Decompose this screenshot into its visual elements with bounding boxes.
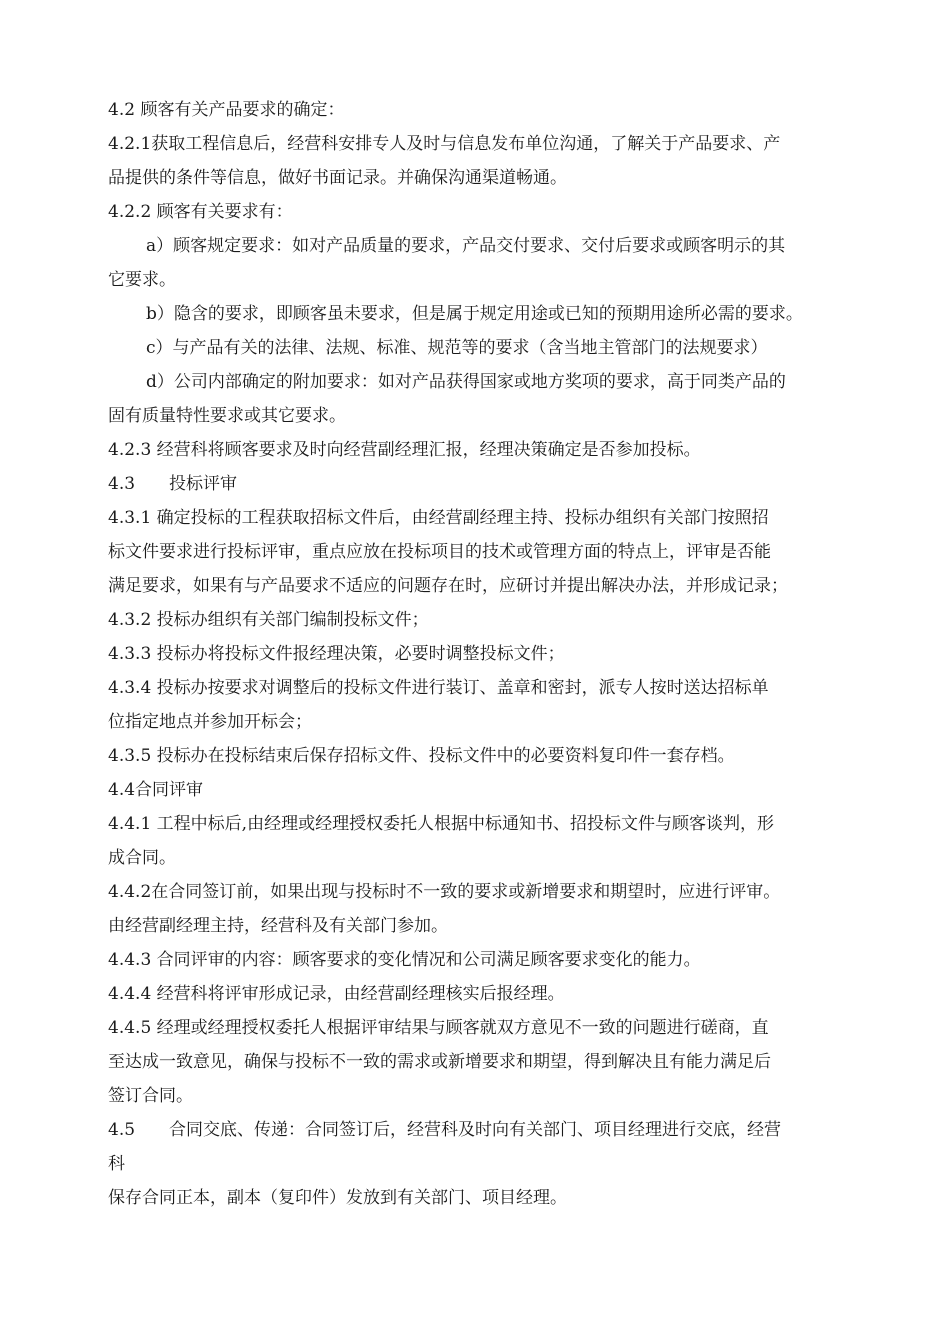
paragraph-4-3-1-line-2: 标文件要求进行投标评审，重点应放在投标项目的技术或管理方面的特点上，评审是否能	[108, 542, 771, 562]
section-heading-4-5-line-1: 4.5 合同交底、传递：合同签订后，经营科及时向有关部门、项目经理进行交底，经营	[108, 1120, 782, 1140]
list-item-d-line-1: d）公司内部确定的附加要求：如对产品获得国家或地方奖项的要求，高于同类产品的	[146, 372, 786, 392]
paragraph-4-4-4: 4.4.4 经营科将评审形成记录，由经营副经理核实后报经理。	[108, 984, 565, 1004]
paragraph-4-4-1-line-2: 成合同。	[108, 848, 176, 868]
paragraph-4-3-5: 4.3.5 投标办在投标结束后保存招标文件、投标文件中的必要资料复印件一套存档。	[108, 746, 735, 766]
paragraph-4-3-4-line-2: 位指定地点并参加开标会；	[108, 712, 312, 732]
paragraph-4-4-5-line-2: 至达成一致意见，确保与投标不一致的需求或新增要求和期望，得到解决且有能力满足后	[108, 1052, 771, 1072]
paragraph-4-3-4-line-1: 4.3.4 投标办按要求对调整后的投标文件进行装订、盖章和密封，派专人按时送达招标单	[108, 678, 769, 698]
paragraph-4-3-3: 4.3.3 投标办将投标文件报经理决策，必要时调整投标文件；	[108, 644, 565, 664]
section-heading-4-5-line-3: 保存合同正本，副本（复印件）发放到有关部门、项目经理。	[108, 1188, 567, 1208]
section-heading-4-2: 4.2 顾客有关产品要求的确定：	[108, 100, 345, 120]
paragraph-4-4-3: 4.4.3 合同评审的内容：顾客要求的变化情况和公司满足顾客要求变化的能力。	[108, 950, 701, 970]
list-item-c: c）与产品有关的法律、法规、标准、规范等的要求（含当地主管部门的法规要求）	[146, 338, 768, 358]
paragraph-4-4-2-line-2: 由经营副经理主持，经营科及有关部门参加。	[108, 916, 448, 936]
section-heading-4-4: 4.4合同评审	[108, 780, 204, 800]
paragraph-4-3-1-line-1: 4.3.1 确定投标的工程获取招标文件后，由经营副经理主持、投标办组织有关部门按照招	[108, 508, 769, 528]
list-item-d-line-2: 固有质量特性要求或其它要求。	[108, 406, 346, 426]
section-heading-4-3: 4.3 投标评审	[108, 474, 238, 494]
list-item-a-line-2: 它要求。	[108, 270, 176, 290]
paragraph-4-2-2: 4.2.2 顾客有关要求有：	[108, 202, 293, 222]
paragraph-4-4-1-line-1: 4.4.1 工程中标后,由经理或经理授权委托人根据中标通知书、招投标文件与顾客谈判，形	[108, 814, 775, 834]
section-heading-4-5-line-2: 科	[108, 1154, 125, 1174]
list-item-b: b）隐含的要求，即顾客虽未要求，但是属于规定用途或已知的预期用途所必需的要求。	[146, 304, 803, 324]
paragraph-4-4-5-line-3: 签订合同。	[108, 1086, 193, 1106]
list-item-a-line-1: a）顾客规定要求：如对产品质量的要求，产品交付要求、交付后要求或顾客明示的其	[146, 236, 786, 256]
paragraph-4-2-1-line-2: 品提供的条件等信息，做好书面记录。并确保沟通渠道畅通。	[108, 168, 567, 188]
paragraph-4-4-5-line-1: 4.4.5 经理或经理授权委托人根据评审结果与顾客就双方意见不一致的问题进行磋商，直	[108, 1018, 769, 1038]
paragraph-4-4-2-line-1: 4.4.2在合同签订前，如果出现与投标时不一致的要求或新增要求和期望时，应进行评审。	[108, 882, 781, 902]
paragraph-4-2-1-line-1: 4.2.1获取工程信息后，经营科安排专人及时与信息发布单位沟通，了解关于产品要求、产	[108, 134, 781, 154]
paragraph-4-2-3: 4.2.3 经营科将顾客要求及时向经营副经理汇报，经理决策确定是否参加投标。	[108, 440, 701, 460]
paragraph-4-3-2: 4.3.2 投标办组织有关部门编制投标文件；	[108, 610, 429, 630]
paragraph-4-3-1-line-3: 满足要求，如果有与产品要求不适应的问题存在时，应研讨并提出解决办法，并形成记录；	[108, 576, 788, 596]
